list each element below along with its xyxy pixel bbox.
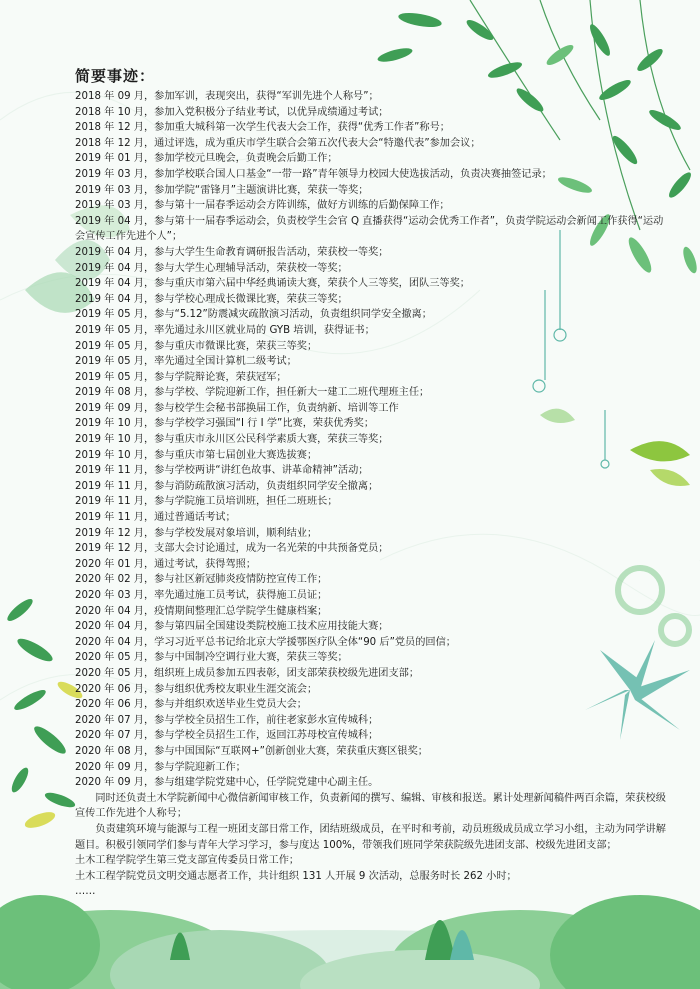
list-item: 2018 年 12 月，通过评选，成为重庆市学生联合会第五次代表大会“特邀代表”参加会议； <box>75 137 481 149</box>
summary-paragraph: 负责建筑环境与能源与工程一班团支部日常工作，团结班级成员，在平时和考前，动员班级成员成立学习小组，主动为同学讲解题目。积极引领同学们参与青年大学习学习，参与度达 100%，带领我们班同学荣获院级先进团支部、校级先进团支部； <box>75 823 666 851</box>
list-item: 2019 年 04 月，参与大学生生命教育调研报告活动，荣获校一等奖； <box>75 246 389 258</box>
content-area <box>75 66 667 900</box>
list-item: 2019 年 11 月，参与学院施工员培训班，担任二班班长； <box>75 496 338 508</box>
list-item: 2019 年 01 月，参加学校元旦晚会，负责晚会后勤工作； <box>75 153 338 165</box>
page-title: 简要事迹： <box>75 67 156 85</box>
list-item: 2019 年 10 月，参与学校学习强国“I 行 I 学”比赛，荣获优秀奖； <box>75 418 375 430</box>
list-item: 2019 年 04 月，参与学校心理成长微课比赛，荣获三等奖； <box>75 293 348 305</box>
list-item: 2018 年 09 月，参加军训，表现突出，获得“军训先进个人称号”； <box>75 91 379 102</box>
list-item: 2019 年 05 月，参与“5.12”防震减灾疏散演习活动，负责组织同学安全撤离； <box>75 309 432 321</box>
list-item: 2020 年 01 月，通过考试，获得驾照； <box>75 558 257 570</box>
list-item: 2019 年 10 月，参与重庆市第七届创业大赛选拔赛； <box>75 449 318 461</box>
list-item: 2019 年 04 月，参与第十一届春季运动会，负责校学生会官 Q 直播获得“运动会优秀工作者”，负责学院运动会新闻工作获得“运动会宣传工作先进个人”； <box>75 215 664 243</box>
list-item: 2020 年 03 月，率先通过施工员考试，获得施工员证； <box>75 590 328 601</box>
list-item: 2019 年 08 月，参与学校、学院迎新工作，担任新大一建工二班代理班主任； <box>75 387 430 399</box>
list-item: 2020 年 08 月，参与中国国际“互联网+”创新创业大赛，荣获重庆赛区银奖； <box>75 745 428 757</box>
list-item: 2020 年 07 月，参与学校全员招生工作，前往老家彭水宣传城科； <box>75 714 379 726</box>
list-item: 2019 年 12 月，参与学校发展对象培训，顺利结业； <box>75 527 318 539</box>
achievement-list <box>75 89 667 791</box>
list-item: 2019 年 05 月，参与学院辩论赛，荣获冠军； <box>75 371 287 383</box>
list-item: 2020 年 05 月，参与中国制冷空调行业大赛，荣获三等奖； <box>75 652 348 664</box>
list-item: 2019 年 03 月，参加学院“雷锋月”主题演讲比赛，荣获一等奖； <box>75 184 369 196</box>
list-item: 2019 年 12 月，支部大会讨论通过，成为一名光荣的中共预备党员； <box>75 543 389 555</box>
list-item: 2020 年 05 月，组织班上成员参加五四表彰，团支部荣获校级先进团支部； <box>75 667 420 679</box>
list-item: 2019 年 09 月，参与校学生会秘书部换届工作，负责纳新、培训等工作 <box>75 402 399 414</box>
list-item: 2020 年 09 月，参与组建学院党建中心，任学院党建中心副主任。 <box>75 777 379 789</box>
duty-line: …… <box>75 886 96 898</box>
list-item: 2020 年 02 月，参与社区新冠肺炎疫情防控宣传工作； <box>75 574 328 586</box>
extra-duties <box>75 853 667 900</box>
list-item: 2020 年 09 月，参与学院迎新工作； <box>75 761 246 773</box>
list-item: 2019 年 10 月，参与重庆市永川区公民科学素质大赛，荣获三等奖； <box>75 434 389 446</box>
list-item: 2020 年 04 月，学习习近平总书记给北京大学援鄂医疗队全体“90 后”党员的回信； <box>75 636 456 648</box>
duty-line: 土木工程学院党员文明交通志愿者工作，共计组织 131 人开展 9 次活动，总服务时长 262 小时； <box>75 870 517 882</box>
list-item: 2019 年 03 月，参加学校联合国人口基金“一带一路”青年领导力校园大使选拔活动，负责决赛抽签记录； <box>75 168 552 180</box>
list-item: 2018 年 12 月，参加重大城科第一次学生代表大会工作，获得“优秀工作者”称号； <box>75 122 450 134</box>
list-item: 2019 年 11 月，参与消防疏散演习活动，负责组织同学安全撤离； <box>75 480 379 492</box>
list-item: 2019 年 04 月，参与大学生心理辅导活动，荣获校一等奖； <box>75 262 348 274</box>
list-item: 2020 年 04 月，参与第四届全国建设类院校施工技术应用技能大赛； <box>75 621 389 633</box>
summary-paragraph: 同时还负责土木学院新闻中心微信新闻审核工作，负责新闻的撰写、编辑、审核和报送。累计处理新闻稿件两百余篇，荣获校级宣传工作先进个人称号； <box>75 792 666 820</box>
list-item: 2020 年 04 月，疫情期间整理汇总学院学生健康档案； <box>75 605 328 617</box>
list-item: 2019 年 03 月，参与第十一届春季运动会方阵训练，做好方训练的后勤保障工作； <box>75 200 450 212</box>
list-item: 2019 年 11 月，通过普通话考试； <box>75 512 236 524</box>
duty-line: 土木工程学院学生第三党支部宣传委员日常工作； <box>75 855 300 867</box>
list-item: 2019 年 05 月，率先通过永川区就业局的 GYB 培训，获得证书； <box>75 324 375 336</box>
list-item: 2020 年 06 月，参与并组织欢送毕业生党员大会； <box>75 699 307 711</box>
list-item: 2019 年 05 月，率先通过全国计算机二级考试； <box>75 356 297 368</box>
bottom-bushes <box>0 895 700 989</box>
list-item: 2020 年 07 月，参与学校全员招生工作，返回江苏母校宣传城科； <box>75 730 379 742</box>
list-item: 2018 年 10 月，参加入党积极分子结业考试，以优异成绩通过考试； <box>75 106 389 118</box>
bottom-left-leaves <box>5 596 77 810</box>
summary-paragraphs <box>75 791 667 853</box>
list-item: 2019 年 11 月，参与学校两讲“讲红色故事、讲革命精神”活动； <box>75 465 369 477</box>
list-item: 2019 年 04 月，参与重庆市第六届中华经典诵读大赛，荣获个人三等奖，团队三等奖； <box>75 278 470 290</box>
list-item: 2020 年 06 月，参与组织优秀校友职业生涯交流会； <box>75 683 318 695</box>
list-item: 2019 年 05 月，参与重庆市微课比赛，荣获三等奖； <box>75 340 318 352</box>
